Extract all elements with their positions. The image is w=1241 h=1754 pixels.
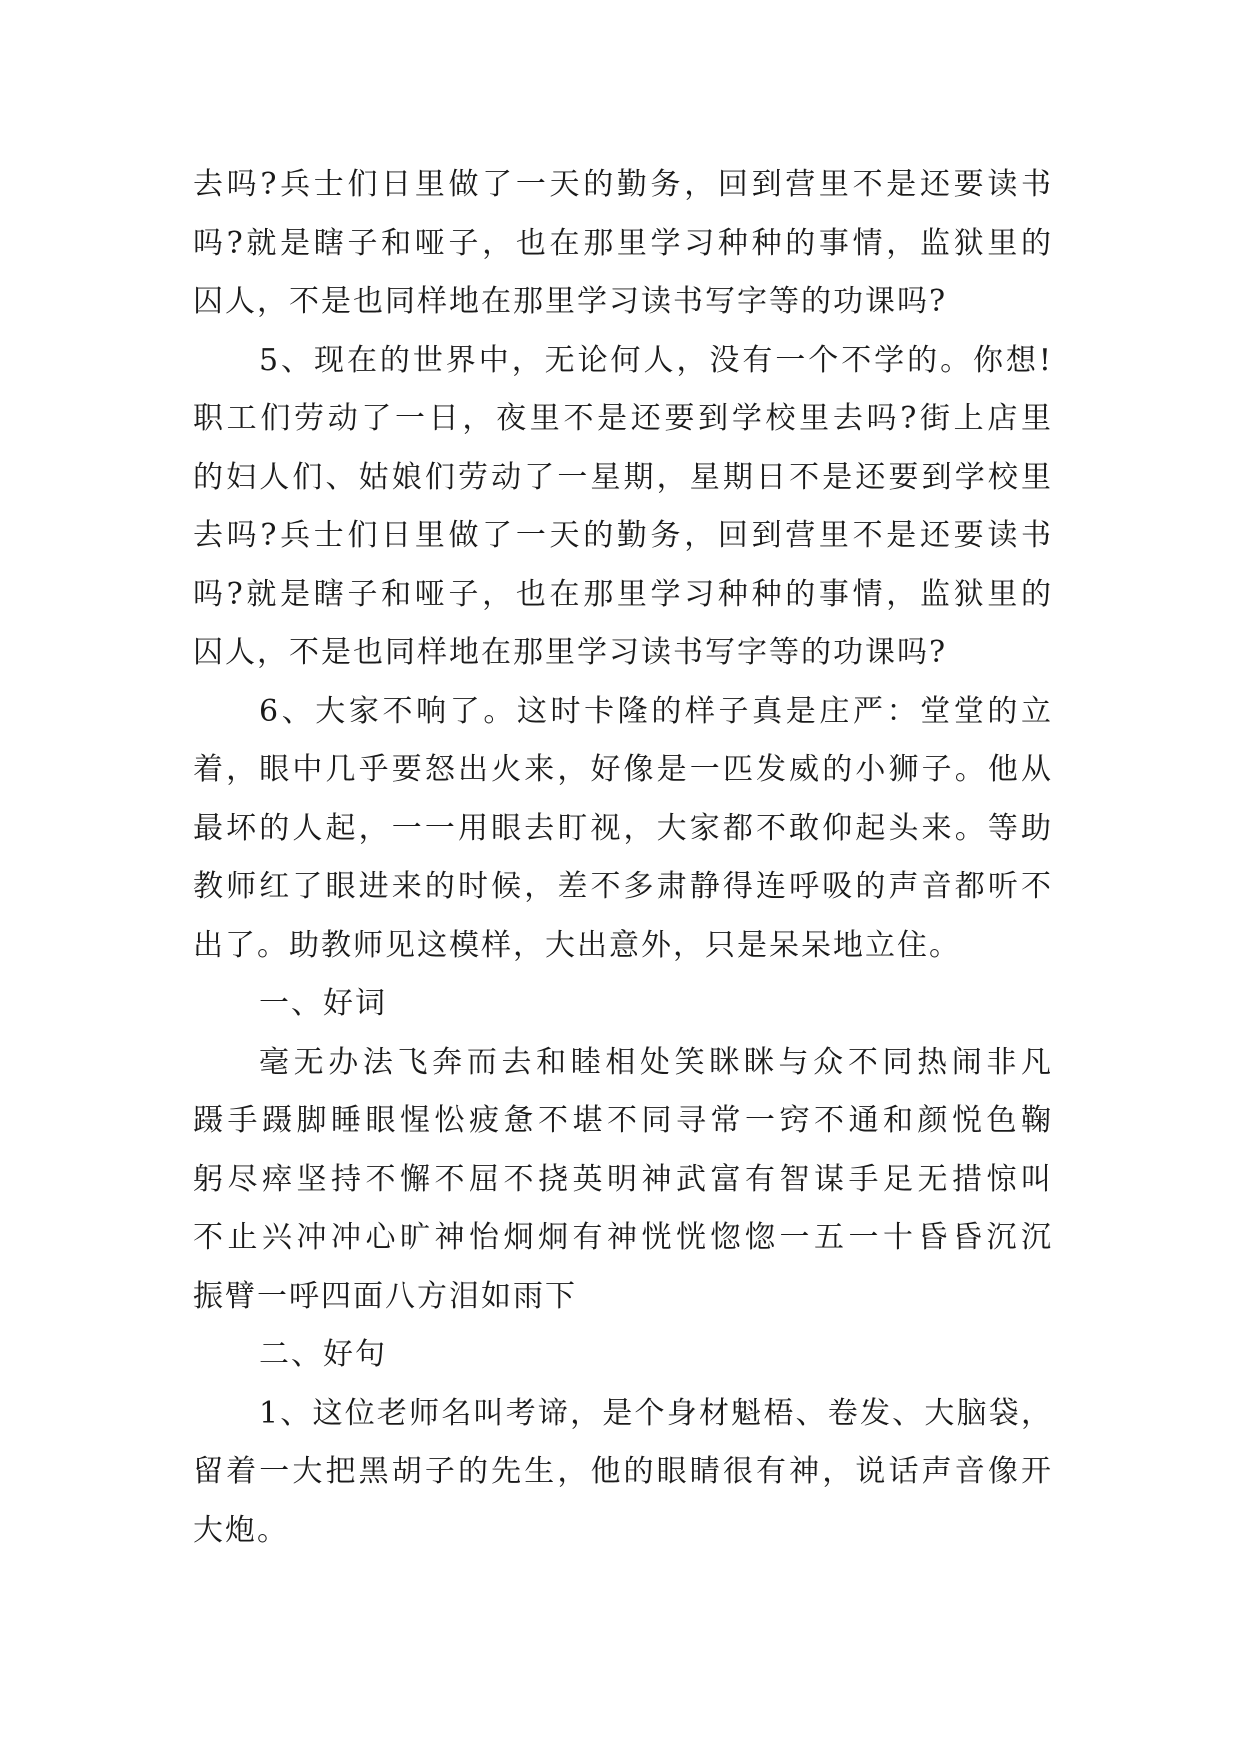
section-heading-good-words: 一、好词 [259,986,387,1021]
text-line: 1、这位老师名叫考谛，是个身材魁梧、卷发、大脑袋， [259,1395,1053,1431]
section-heading-good-sentences: 二、好句 [259,1337,387,1372]
paragraph [193,683,1053,976]
text-line: 去吗?兵士们日里做了一天的勤务，回到营里不是还要读书 [193,167,1053,202]
text-line: 吗?就是瞎子和哑子，也在那里学习种种的事情，监狱里的 [193,225,1053,261]
text-line: 5、现在的世界中，无论何人，没有一个不学的。你想! [259,342,1053,378]
text-line: 最坏的人起，一一用眼去盯视，大家都不敢仰起头来。等助 [193,810,1053,846]
good-words-list [193,1034,1053,1327]
text-body [193,156,1053,1560]
text-line: 的妇人们、姑娘们劳动了一星期，星期日不是还要到学校里 [193,459,1053,495]
text-line: 囚人，不是也同样地在那里学习读书写字等的功课吗? [193,635,948,670]
paragraph [193,332,1053,683]
text-line: 不止兴冲冲心旷神怡炯炯有神恍恍惚惚一五一十昏昏沉沉 [193,1220,1053,1255]
paragraph [193,156,1053,332]
text-line: 吗?就是瞎子和哑子，也在那里学习种种的事情，监狱里的 [193,576,1053,612]
text-line: 6、大家不响了。这时卡隆的样子真是庄严：堂堂的立 [259,693,1053,729]
text-line: 振臂一呼四面八方泪如雨下 [193,1278,577,1314]
paragraph [193,1385,1053,1561]
text-line: 蹑手蹑脚睡眼惺忪疲惫不堪不同寻常一窍不通和颜悦色鞠 [193,1103,1053,1138]
text-line: 毫无办法飞奔而去和睦相处笑眯眯与众不同热闹非凡 [259,1044,1053,1080]
text-line: 去吗?兵士们日里做了一天的勤务，回到营里不是还要读书 [193,518,1053,553]
text-line: 出了。助教师见这模样，大出意外，只是呆呆地立住。 [193,927,961,963]
text-line: 职工们劳动了一日，夜里不是还要到学校里去吗?街上店里 [193,401,1053,436]
text-line: 大炮。 [193,1512,289,1548]
text-line: 教师红了眼进来的时候，差不多肃静得连呼吸的声音都听不 [193,869,1053,904]
text-line: 着，眼中几乎要怒出火来，好像是一匹发威的小狮子。他从 [193,752,1053,787]
text-line: 躬尽瘁坚持不懈不屈不挠英明神武富有智谋手足无措惊叫 [193,1161,1053,1197]
text-line: 留着一大把黑胡子的先生，他的眼睛很有神，说话声音像开 [193,1454,1053,1489]
text-line: 囚人，不是也同样地在那里学习读书写字等的功课吗? [193,284,948,319]
